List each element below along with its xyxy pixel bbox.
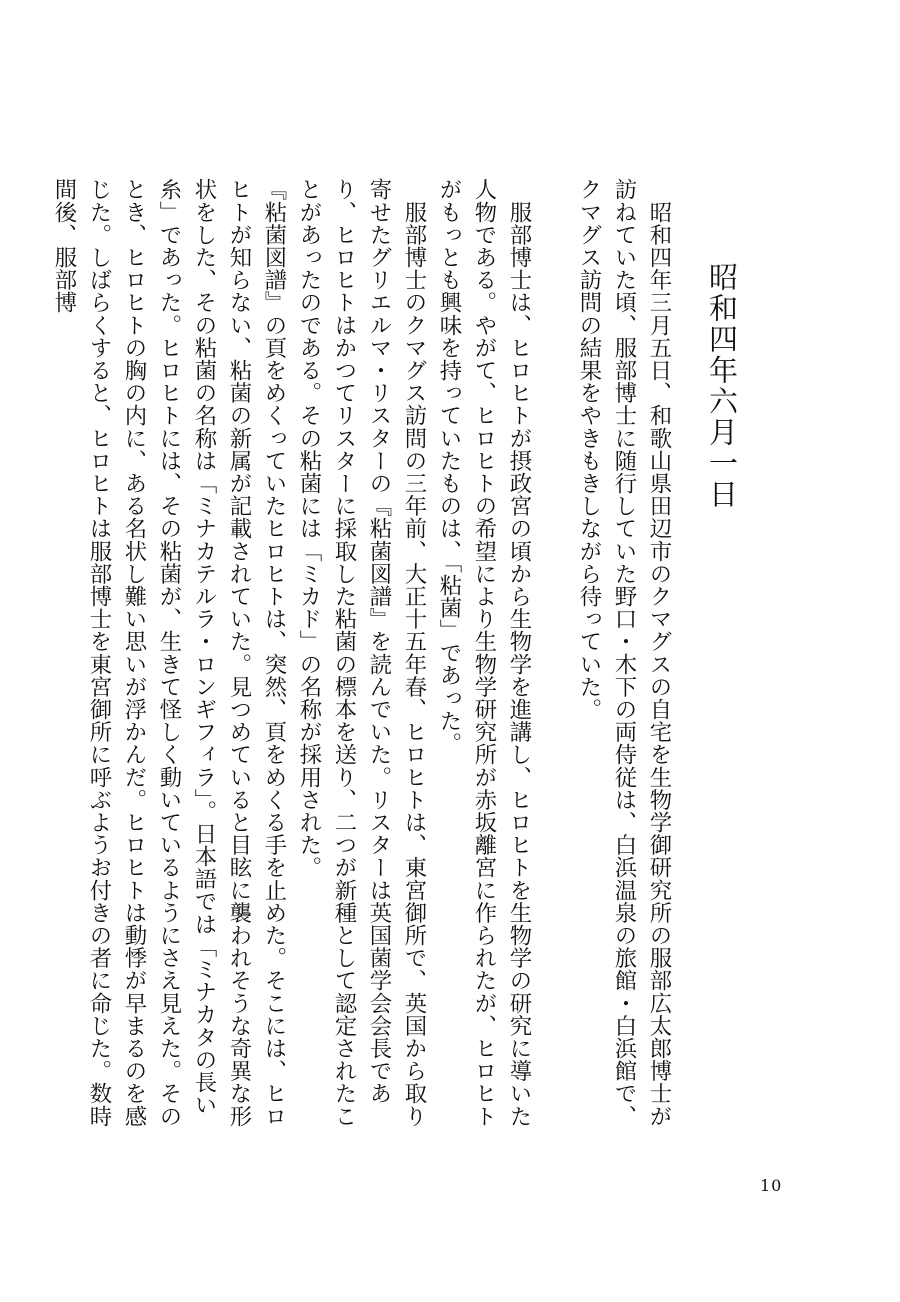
body-text xyxy=(51,178,676,1138)
paragraph-2: 服部博士は、ヒロヒトが摂政宮の頃から生物学を進講し、ヒロヒトを生物学の研究に導いた人物である。やがて、ヒロヒトの希望により生物学研究所が赤坂離宮に作られたが、ヒロヒトがもっとも興味を持っていたものは、「粘菌」であった。 xyxy=(436,178,532,1128)
paragraph-3: 服部博士のクマグス訪問の三年前、大正十五年春、ヒロヒトは、東宮御所で、英国から取り寄せたグリエルマ・リスターの『粘菌図譜』を読んでいた。リスターは英国菌学会会長であり、ヒロヒトはかつてリスターに採取した粘菌の標本を送り、二つが新種として認定されたことがあったのである。その粘菌には「ミカド」の名称が採用された。 xyxy=(296,178,427,1128)
chapter-title: 昭和四年六月一日 xyxy=(705,262,739,510)
paragraph-1: 昭和四年三月五日、和歌山県田辺市のクマグスの自宅を生物学御研究所の服部広太郎博士が訪ねていた頃、服部博士に随行していた野口・木下の両侍従は、白浜温泉の旅館・白浜館で、クマグス訪問の結果をやきもきしながら待っていた。 xyxy=(576,178,672,1128)
page-number: 10 xyxy=(760,1176,783,1195)
paragraph-spacer xyxy=(536,178,571,1138)
paragraph-4: 『粘菌図譜』の頁をめくっていたヒロヒトは、突然、頁をめくる手を止めた。そこには、ヒロヒトが知らない、粘菌の新属が記載されていた。見つめていると目眩に襲われそうな奇異な形状をした、その粘菌の名称は「ミナカテルラ・ロンギフィラ」。日本語では「ミナカタの長い糸」であった。ヒロヒトには、その粘菌が、生きて怪しく動いているようにさえ見えた。そのとき、ヒロヒトの胸の内に、ある名状し難い思いが浮かんだ。ヒロヒトは動悸が早まるのを感じた。しばらくすると、ヒロヒトは服部博士を東宮御所に呼ぶようお付きの者に命じた。数時間後、服部博 xyxy=(51,178,287,1128)
